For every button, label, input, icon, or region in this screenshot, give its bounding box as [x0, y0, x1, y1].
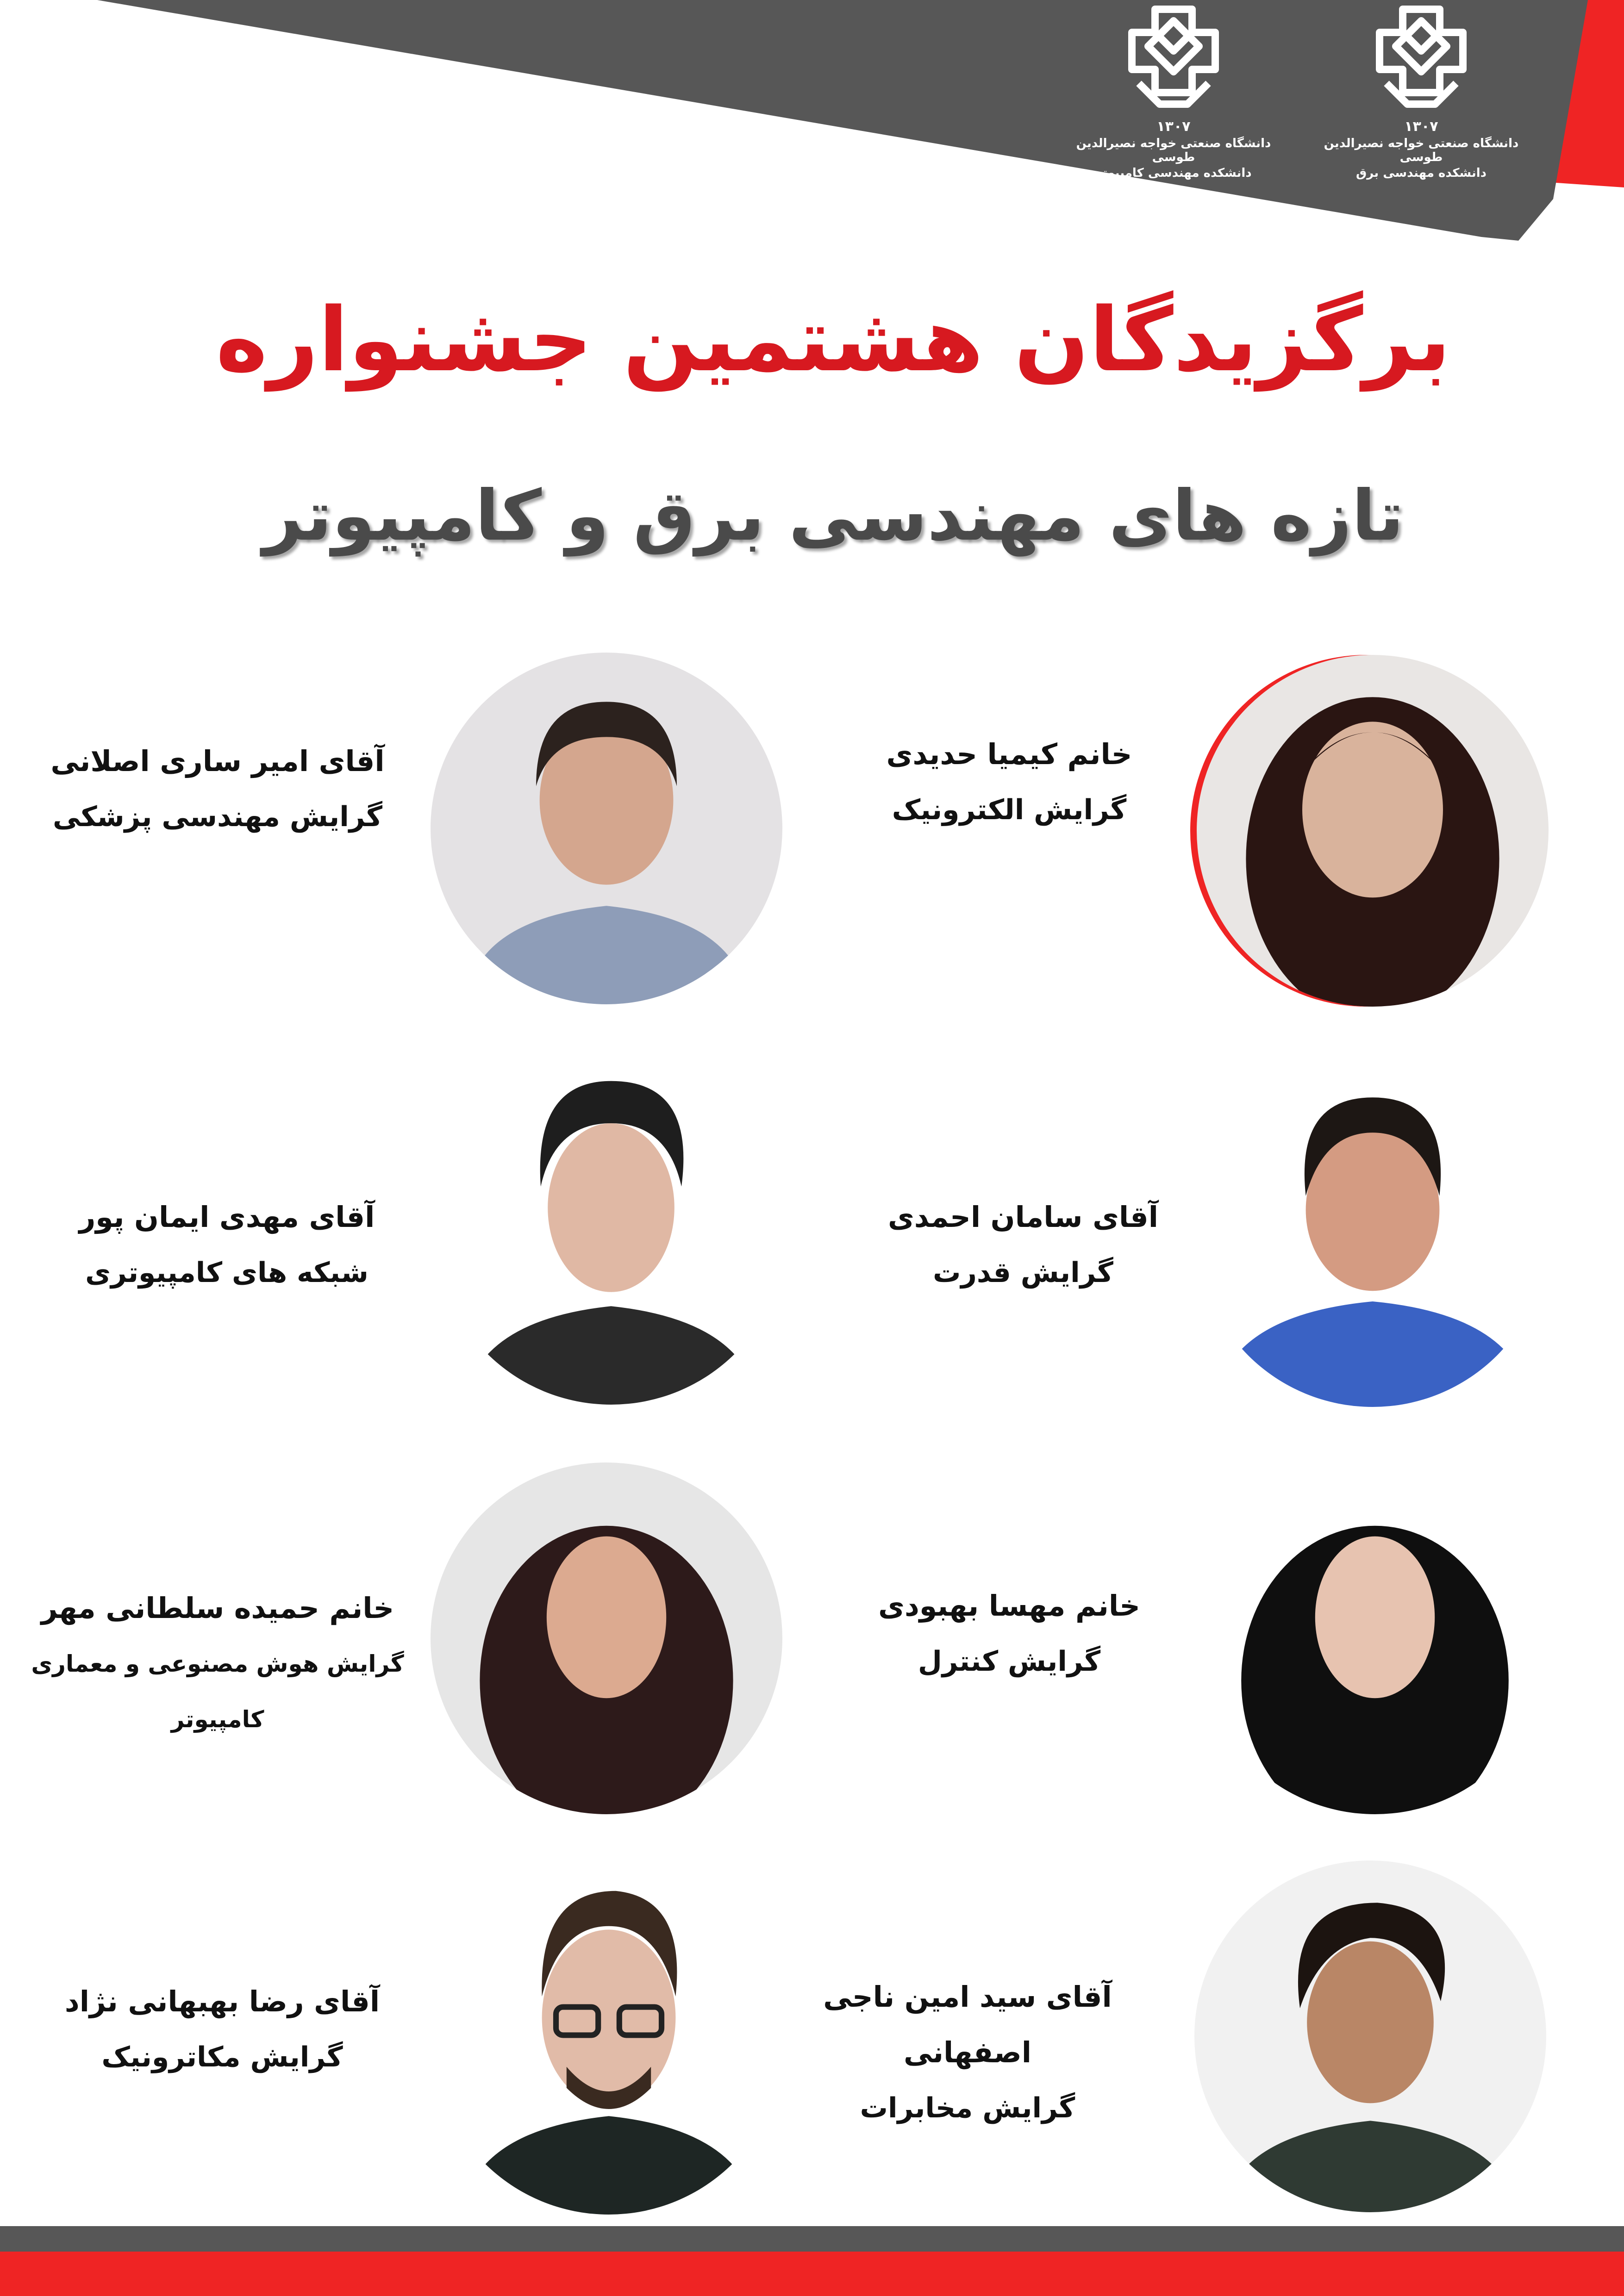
logo-university-name: دانشگاه صنعتی خواجه نصیرالدین طوسی	[1076, 137, 1271, 164]
person-silhouette-icon	[1197, 1055, 1549, 1407]
logo-university-name: دانشگاه صنعتی خواجه نصیرالدین طوسی	[1324, 137, 1519, 164]
footer-grey-band	[0, 2226, 1624, 2252]
winner-photo	[433, 1863, 785, 2215]
person-silhouette-icon	[435, 1053, 787, 1405]
person-silhouette-icon	[1197, 655, 1549, 1007]
winner-caption	[9, 1580, 426, 1747]
footer-red-band	[0, 2252, 1624, 2296]
person-silhouette-icon	[431, 1462, 782, 1814]
winner-field: گرایش مهندسی پزشکی	[53, 801, 382, 833]
winner-caption	[801, 1578, 1218, 1689]
electrical-faculty-logo	[1301, 0, 1542, 185]
winner-caption	[801, 727, 1218, 838]
page-title: برگزیدگان هشتمین جشنواره	[216, 289, 1451, 391]
winner-photo	[1197, 1055, 1549, 1407]
logo-faculty-name: دانشکده مهندسی کامپیوتر	[1095, 166, 1252, 180]
winner-name: آقای سامان احمدی	[887, 1200, 1159, 1234]
person-silhouette-icon	[433, 1863, 785, 2215]
winner-caption	[815, 1189, 1231, 1300]
page-subtitle: تازه های مهندسی برق و کامپیوتر	[262, 476, 1404, 556]
winner-field: گرایش قدرت	[933, 1257, 1113, 1289]
winner-name: خانم کیمیا حدیدی	[886, 737, 1132, 771]
winner-photo	[431, 1462, 782, 1814]
university-knot-logo-icon	[1111, 0, 1236, 116]
university-knot-logo-icon	[1359, 0, 1484, 116]
winner-caption	[19, 1189, 435, 1300]
winner-name: خانم حمیده سلطانی مهر	[41, 1591, 394, 1625]
winner-photo	[1197, 655, 1549, 1007]
person-silhouette-icon	[1194, 1860, 1546, 2212]
winner-field: شبکه های کامپیوتری	[85, 1257, 369, 1289]
winner-photo	[1199, 1462, 1551, 1814]
person-silhouette-icon	[1199, 1462, 1551, 1814]
winner-caption	[14, 1974, 431, 2085]
winner-photo	[431, 653, 782, 1004]
winner-caption	[9, 734, 426, 845]
winner-name: آقای مهدی ایمان پور	[79, 1200, 375, 1234]
winner-field: گرایش هوش مصنوعی و معماری کامپیوتر	[31, 1650, 404, 1733]
winner-photo	[435, 1053, 787, 1405]
winner-name: خانم مهسا بهبودی	[878, 1589, 1140, 1623]
winner-caption	[759, 1969, 1176, 2136]
winner-photo	[1194, 1860, 1546, 2212]
winner-field: گرایش مخابرات	[860, 2092, 1075, 2124]
winner-name: آقای امیر ساری اصلانی	[50, 744, 385, 778]
winner-field: گرایش کنترل	[918, 1645, 1101, 1678]
winner-name: آقای سید امین ناجی اصفهانی	[823, 1980, 1112, 2069]
logo-faculty-name: دانشکده مهندسی برق	[1355, 166, 1487, 180]
logo-year: ۱۳۰۷	[1156, 118, 1191, 135]
computer-faculty-logo	[1053, 0, 1294, 185]
person-silhouette-icon	[431, 653, 782, 1004]
winner-field: گرایش مکاترونیک	[101, 2041, 343, 2073]
winner-field: گرایش الکترونیک	[892, 794, 1127, 826]
logo-year: ۱۳۰۷	[1404, 118, 1438, 135]
winner-name: آقای رضا بهبهانی نژاد	[64, 1985, 380, 2018]
